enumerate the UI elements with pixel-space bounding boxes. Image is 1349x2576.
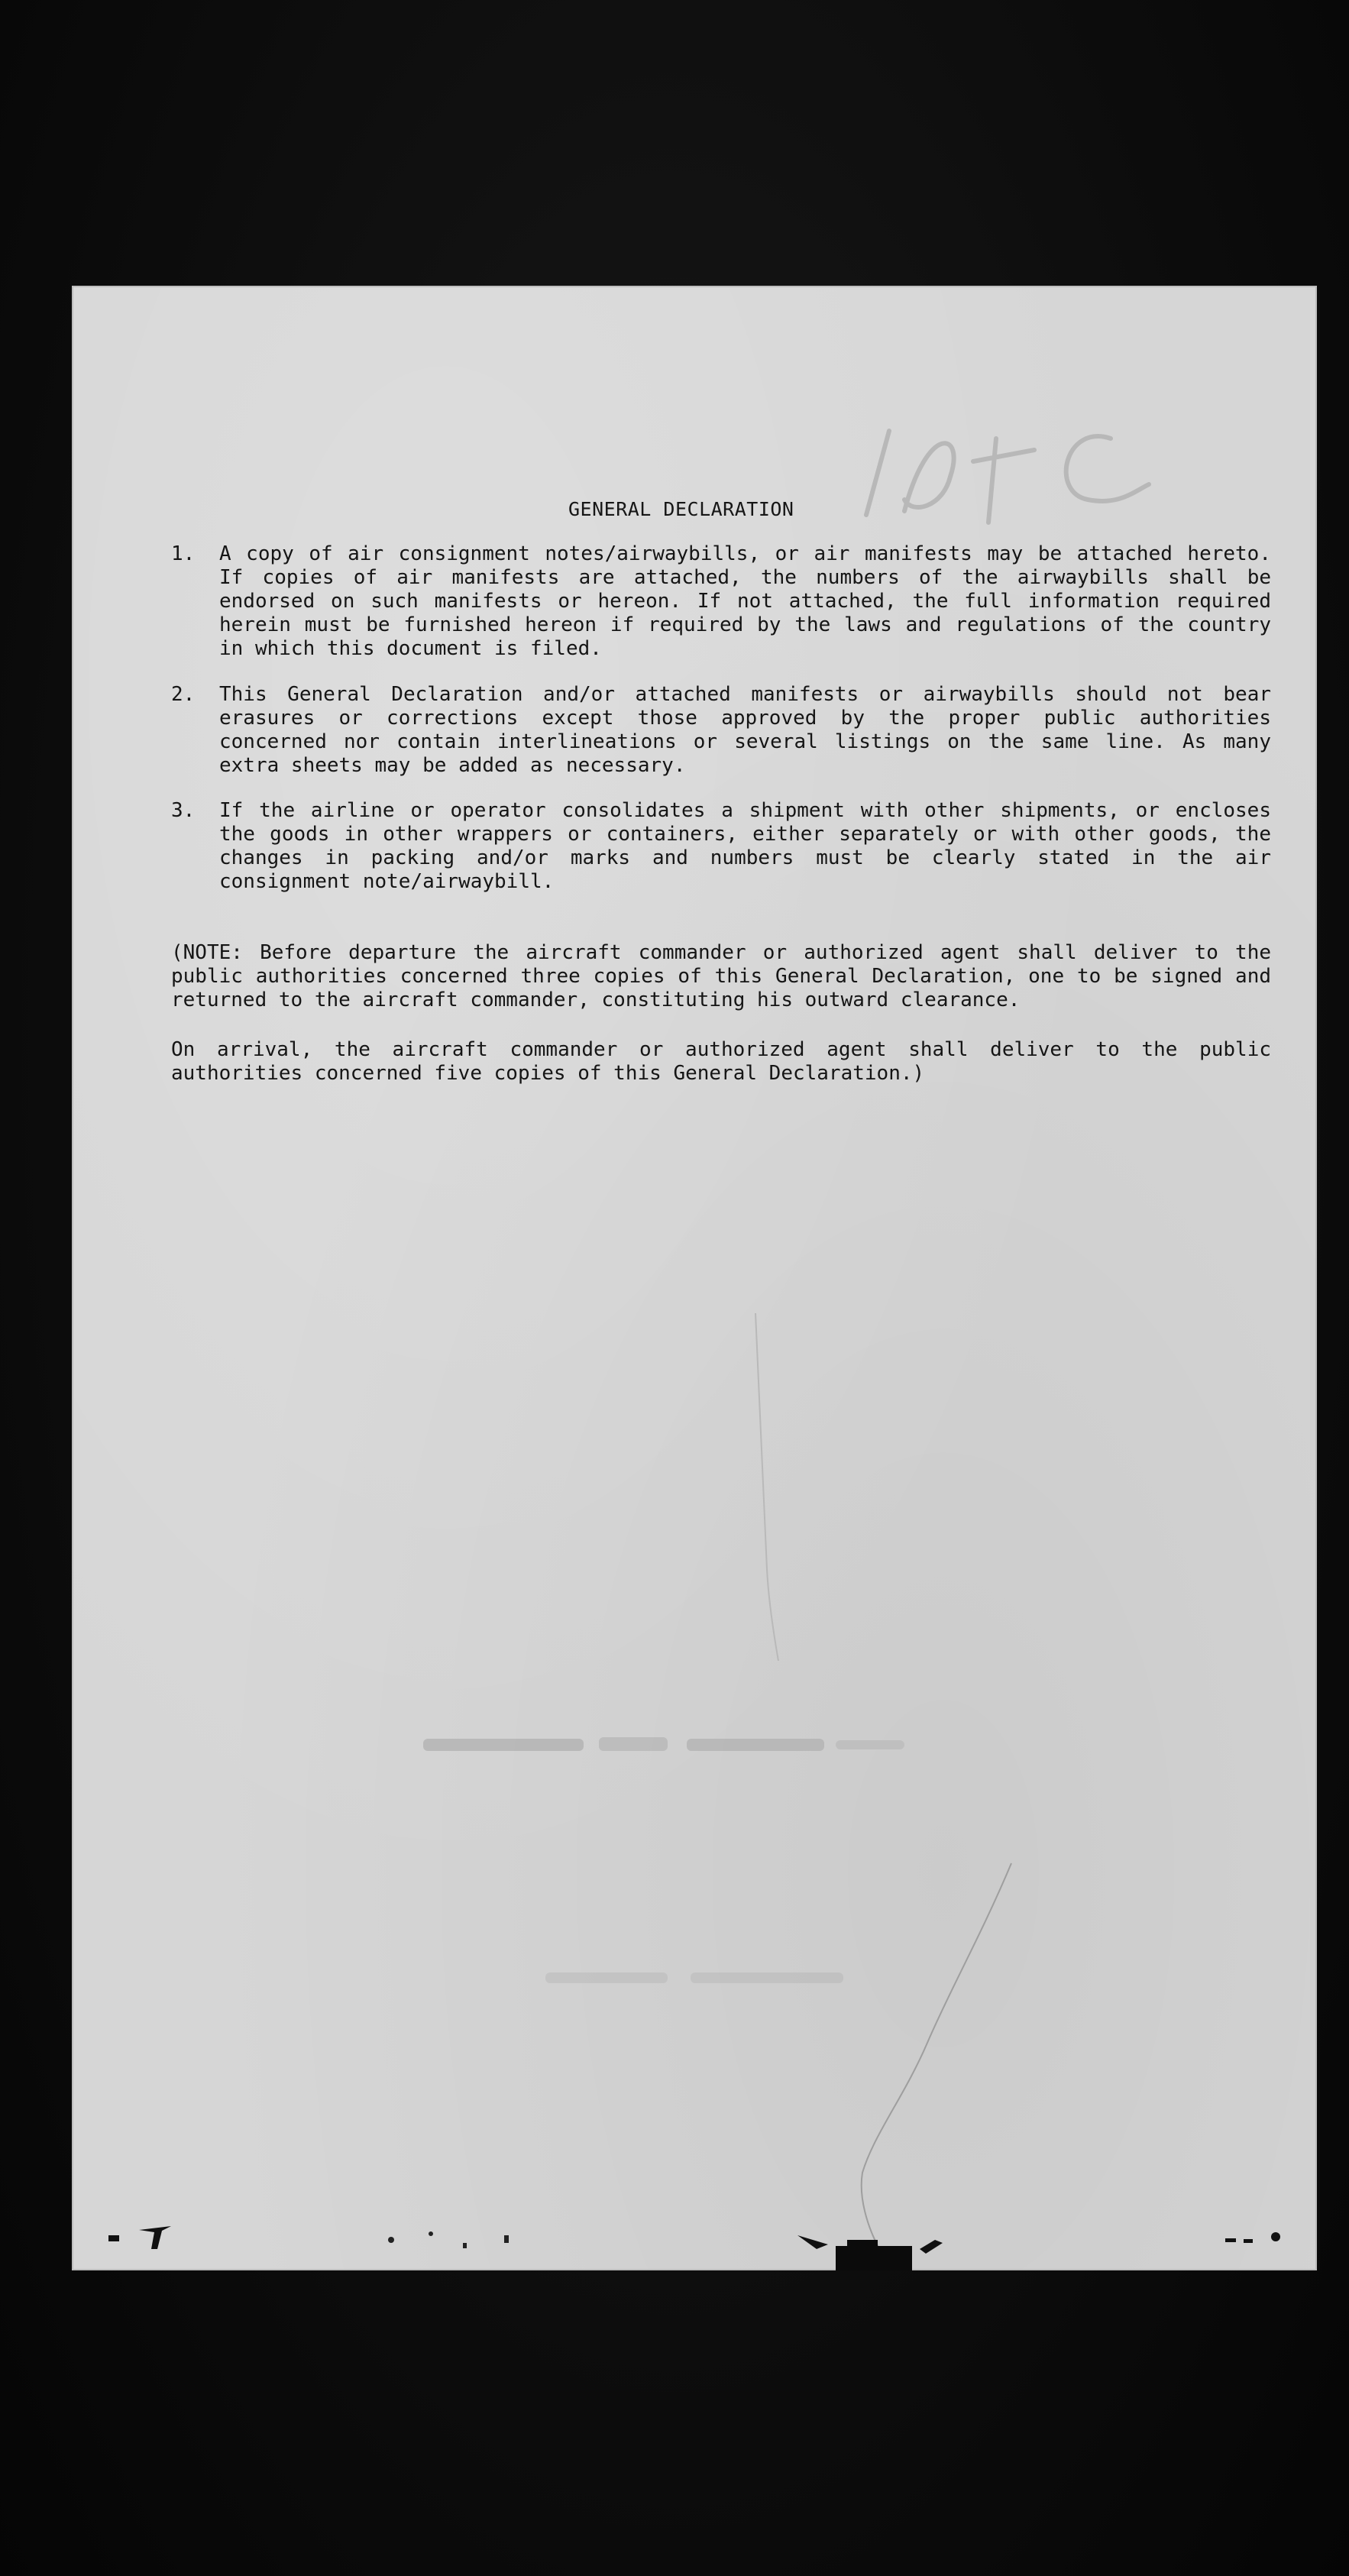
edge-damage-specks	[72, 2196, 1317, 2270]
instruction-item-1	[171, 542, 1271, 661]
document-title: GENERAL DECLARATION	[568, 498, 794, 520]
item-number: 1.	[171, 542, 196, 565]
note-arrival: On arrival, the aircraft commander or authorized agent shall deliver to the public authorities concerned five copies of this General Declaration.)	[171, 1038, 1271, 1085]
item-text: A copy of air consignment notes/airwaybills, or air manifests may be attached hereto. If copies of air manifests are attached, the numbers of the airwaybills shall be endorsed on such manifests or hereon. If not attached, the full information required herein must be furnished hereon if required by the laws and regulations of the country in which this document is filed.	[219, 542, 1271, 660]
instruction-item-2	[171, 683, 1271, 778]
document-page	[72, 286, 1317, 2270]
note-departure: (NOTE: Before departure the aircraft commander or authorized agent shall deliver to the public authorities concerned three copies of this General Declaration, one to be signed and returned to the aircraft commander, constituting his outward clearance.	[171, 941, 1271, 1011]
item-number: 3.	[171, 799, 196, 822]
item-text: This General Declaration and/or attached manifests or airwaybills should not bear erasures or corrections except those approved by the proper public authorities concerned nor contain interlineations or several listings on the same line. As many extra sheets may be added as necessary.	[219, 683, 1271, 777]
instruction-item-3	[171, 799, 1271, 894]
faded-bleed-through-text	[423, 1730, 912, 1760]
faded-bleed-through-text	[545, 1966, 866, 1989]
item-number: 2.	[171, 683, 196, 706]
item-text: If the airline or operator consolidates a shipment with other shipments, or encloses the goods in other wrappers or containers, either separately or with other goods, the changes in packing and/or marks and numbers must be clearly stated in the air consignment note/airwaybill.	[219, 799, 1271, 893]
